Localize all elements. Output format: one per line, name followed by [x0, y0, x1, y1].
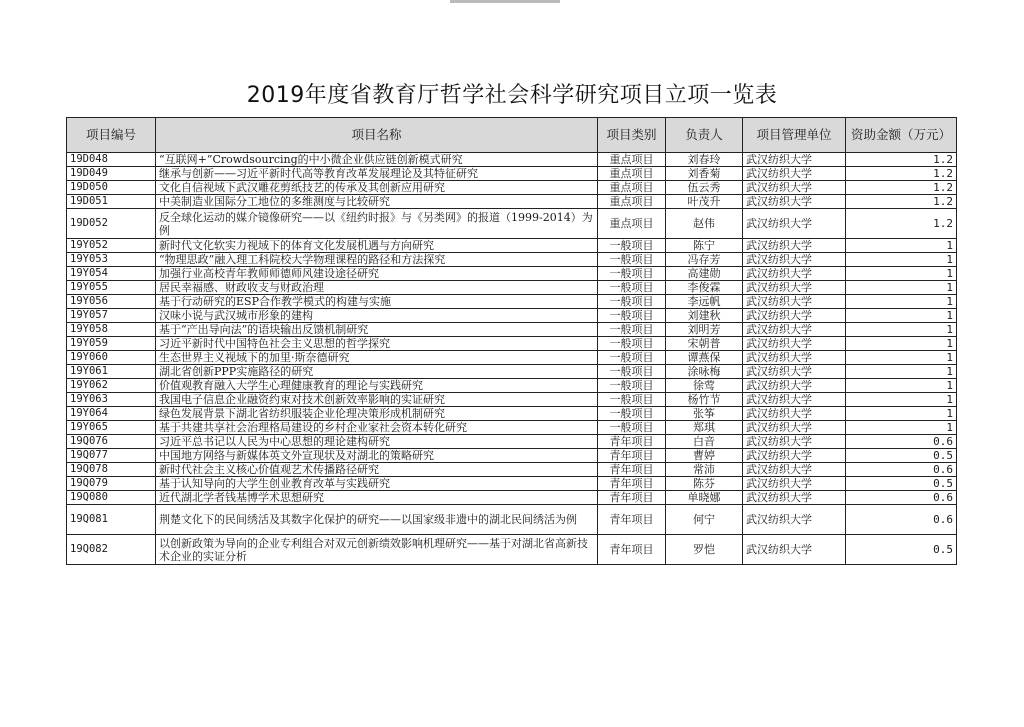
cell-code: 19D048 [67, 153, 156, 167]
cell-unit: 武汉纺织大学 [743, 281, 846, 295]
cell-code: 19Y063 [67, 393, 156, 407]
cell-unit: 武汉纺织大学 [743, 295, 846, 309]
cell-category: 一般项目 [598, 421, 666, 435]
table-header-row [67, 118, 957, 153]
cell-code: 19Y052 [67, 239, 156, 253]
cell-code: 19D050 [67, 181, 156, 195]
cell-leader: 陈宁 [666, 239, 743, 253]
table-row [67, 195, 957, 209]
cell-unit: 武汉纺织大学 [743, 253, 846, 267]
cell-amount: 1 [846, 267, 957, 281]
cell-unit: 武汉纺织大学 [743, 323, 846, 337]
cell-amount: 1 [846, 351, 957, 365]
cell-amount: 1 [846, 421, 957, 435]
cell-category: 一般项目 [598, 281, 666, 295]
table-row [67, 351, 957, 365]
cell-name: 价值观教育融入大学生心理健康教育的理论与实践研究 [156, 379, 598, 393]
cell-name: 以创新政策为导向的企业专利组合对双元创新绩效影响机理研究——基于对湖北省高新技术企业的实证分析 [156, 535, 598, 565]
table-row [67, 239, 957, 253]
cell-leader: 刘建秋 [666, 309, 743, 323]
cell-code: 19Y064 [67, 407, 156, 421]
table-row [67, 295, 957, 309]
cell-leader: 常沛 [666, 463, 743, 477]
cell-unit: 武汉纺织大学 [743, 239, 846, 253]
cell-leader: 冯存芳 [666, 253, 743, 267]
header-name: 项目名称 [156, 118, 598, 153]
cell-name: 习近平新时代中国特色社会主义思想的哲学探究 [156, 337, 598, 351]
cell-amount: 0.6 [846, 505, 957, 535]
cell-category: 青年项目 [598, 505, 666, 535]
cell-category: 一般项目 [598, 309, 666, 323]
table-row [67, 435, 957, 449]
cell-name: 新时代文化软实力视域下的体育文化发展机遇与方向研究 [156, 239, 598, 253]
cell-name: 生态世界主义视域下的加里·斯奈德研究 [156, 351, 598, 365]
table-row [67, 209, 957, 239]
cell-code: 19Y059 [67, 337, 156, 351]
table-row [67, 421, 957, 435]
cell-category: 重点项目 [598, 167, 666, 181]
cell-category: 一般项目 [598, 239, 666, 253]
cell-category: 重点项目 [598, 209, 666, 239]
cell-code: 19Q077 [67, 449, 156, 463]
page-title: 2019年度省教育厅哲学社会科学研究项目立项一览表 [246, 83, 778, 108]
cell-category: 一般项目 [598, 295, 666, 309]
cell-leader: 徐莺 [666, 379, 743, 393]
cell-name: 居民幸福感、财政收支与财政治理 [156, 281, 598, 295]
cell-leader: 涂咏梅 [666, 365, 743, 379]
cell-code: 19Y061 [67, 365, 156, 379]
cell-leader: 叶茂升 [666, 195, 743, 209]
cell-leader: 单晓娜 [666, 491, 743, 505]
cell-leader: 伍云秀 [666, 181, 743, 195]
cell-code: 19Q080 [67, 491, 156, 505]
cell-amount: 0.5 [846, 449, 957, 463]
cell-code: 19Q081 [67, 505, 156, 535]
cell-name: 文化自信视域下武汉雕花剪纸技艺的传承及其创新应用研究 [156, 181, 598, 195]
table-row [67, 505, 957, 535]
cell-category: 一般项目 [598, 393, 666, 407]
cell-code: 19D052 [67, 209, 156, 239]
cell-code: 19Y053 [67, 253, 156, 267]
cell-category: 重点项目 [598, 153, 666, 167]
cell-amount: 1 [846, 323, 957, 337]
header-amount: 资助金额（万元） [846, 118, 957, 153]
cell-category: 一般项目 [598, 365, 666, 379]
cell-unit: 武汉纺织大学 [743, 407, 846, 421]
cell-category: 重点项目 [598, 195, 666, 209]
cell-leader: 曹婷 [666, 449, 743, 463]
table-row [67, 267, 957, 281]
cell-category: 重点项目 [598, 181, 666, 195]
cell-category: 一般项目 [598, 253, 666, 267]
cell-amount: 1 [846, 281, 957, 295]
cell-unit: 武汉纺织大学 [743, 379, 846, 393]
cell-leader: 罗恺 [666, 535, 743, 565]
cell-name: 习近平总书记以人民为中心思想的理论建构研究 [156, 435, 598, 449]
cell-name: 反全球化运动的媒介镜像研究——以《纽约时报》与《另类网》的报道（1999-2014）为例 [156, 209, 598, 239]
cell-name: 我国电子信息企业融资约束对技术创新效率影响的实证研究 [156, 393, 598, 407]
cell-unit: 武汉纺织大学 [743, 337, 846, 351]
cell-code: 19Q079 [67, 477, 156, 491]
cell-name: 基于行动研究的ESP合作教学模式的构建与实施 [156, 295, 598, 309]
cell-category: 青年项目 [598, 449, 666, 463]
table-row [67, 323, 957, 337]
cell-unit: 武汉纺织大学 [743, 463, 846, 477]
cell-unit: 武汉纺织大学 [743, 365, 846, 379]
cell-name: 近代湖北学者钱基博学术思想研究 [156, 491, 598, 505]
cell-unit: 武汉纺织大学 [743, 267, 846, 281]
cell-unit: 武汉纺织大学 [743, 351, 846, 365]
cell-name: 中国地方网络与新媒体英文外宣现状及对湖北的策略研究 [156, 449, 598, 463]
cell-amount: 0.6 [846, 435, 957, 449]
cell-unit: 武汉纺织大学 [743, 209, 846, 239]
cell-leader: 刘春玲 [666, 153, 743, 167]
cell-unit: 武汉纺织大学 [743, 167, 846, 181]
table-body [67, 153, 957, 565]
cell-code: 19Y055 [67, 281, 156, 295]
cell-unit: 武汉纺织大学 [743, 435, 846, 449]
cell-name: “物理思政”融入理工科院校大学物理课程的路径和方法探究 [156, 253, 598, 267]
cell-leader: 刘香菊 [666, 167, 743, 181]
cell-code: 19Y056 [67, 295, 156, 309]
cell-leader: 高建勋 [666, 267, 743, 281]
cell-unit: 武汉纺织大学 [743, 153, 846, 167]
cell-leader: 杨竹节 [666, 393, 743, 407]
header-category: 项目类别 [598, 118, 666, 153]
cell-leader: 宋朝普 [666, 337, 743, 351]
cell-amount: 1.2 [846, 153, 957, 167]
table-row [67, 181, 957, 195]
table-row [67, 407, 957, 421]
cell-unit: 武汉纺织大学 [743, 491, 846, 505]
cell-unit: 武汉纺织大学 [743, 449, 846, 463]
cell-leader: 何宁 [666, 505, 743, 535]
cell-amount: 1.2 [846, 195, 957, 209]
cell-name: “互联网+”Crowdsourcing的中小微企业供应链创新模式研究 [156, 153, 598, 167]
project-table [66, 117, 957, 565]
cell-category: 青年项目 [598, 463, 666, 477]
cell-code: 19D051 [67, 195, 156, 209]
cell-code: 19Q076 [67, 435, 156, 449]
cell-amount: 1 [846, 337, 957, 351]
cell-code: 19Q078 [67, 463, 156, 477]
cell-amount: 0.6 [846, 491, 957, 505]
cell-code: 19Y058 [67, 323, 156, 337]
cell-code: 19Y057 [67, 309, 156, 323]
table-row [67, 365, 957, 379]
cell-category: 青年项目 [598, 491, 666, 505]
cell-amount: 0.6 [846, 463, 957, 477]
cell-name: 继承与创新——习近平新时代高等教育改革发展理论及其特征研究 [156, 167, 598, 181]
table-row [67, 281, 957, 295]
cell-unit: 武汉纺织大学 [743, 535, 846, 565]
cell-leader: 郑琪 [666, 421, 743, 435]
cell-amount: 1 [846, 407, 957, 421]
cell-code: 19D049 [67, 167, 156, 181]
cell-leader: 陈芬 [666, 477, 743, 491]
cell-name: 基于“产出导向法”的语块输出反馈机制研究 [156, 323, 598, 337]
cell-category: 一般项目 [598, 267, 666, 281]
header-leader: 负责人 [666, 118, 743, 153]
cell-code: 19Q082 [67, 535, 156, 565]
cell-unit: 武汉纺织大学 [743, 181, 846, 195]
cell-category: 一般项目 [598, 407, 666, 421]
cell-category: 一般项目 [598, 337, 666, 351]
cell-name: 绿色发展背景下湖北省纺织服装企业伦理决策形成机制研究 [156, 407, 598, 421]
cell-unit: 武汉纺织大学 [743, 195, 846, 209]
cell-leader: 李远帆 [666, 295, 743, 309]
cell-amount: 0.5 [846, 477, 957, 491]
cell-unit: 武汉纺织大学 [743, 309, 846, 323]
cell-amount: 1 [846, 365, 957, 379]
cell-category: 一般项目 [598, 351, 666, 365]
cell-amount: 1.2 [846, 167, 957, 181]
cell-name: 加强行业高校青年教师师德师风建设途径研究 [156, 267, 598, 281]
cell-category: 青年项目 [598, 435, 666, 449]
cell-category: 一般项目 [598, 323, 666, 337]
cell-unit: 武汉纺织大学 [743, 393, 846, 407]
table-row [67, 309, 957, 323]
cell-leader: 谭燕保 [666, 351, 743, 365]
cell-amount: 0.5 [846, 535, 957, 565]
cell-code: 19Y054 [67, 267, 156, 281]
cell-amount: 1.2 [846, 209, 957, 239]
cell-name: 荆楚文化下的民间绣活及其数字化保护的研究——以国家级非遗中的湖北民间绣活为例 [156, 505, 598, 535]
cell-code: 19Y062 [67, 379, 156, 393]
cell-category: 青年项目 [598, 535, 666, 565]
header-code: 项目编号 [67, 118, 156, 153]
cell-amount: 1 [846, 253, 957, 267]
cell-name: 基于共建共享社会治理格局建设的乡村企业家社会资本转化研究 [156, 421, 598, 435]
cell-name: 湖北省创新PPP实施路径的研究 [156, 365, 598, 379]
header-unit: 项目管理单位 [743, 118, 846, 153]
table-row [67, 337, 957, 351]
table-row [67, 535, 957, 565]
cell-leader: 李俊霖 [666, 281, 743, 295]
cell-leader: 张筝 [666, 407, 743, 421]
cell-amount: 1 [846, 379, 957, 393]
cell-amount: 1 [846, 295, 957, 309]
cell-leader: 赵伟 [666, 209, 743, 239]
table-row [67, 153, 957, 167]
cell-unit: 武汉纺织大学 [743, 477, 846, 491]
cell-name: 中美制造业国际分工地位的多维测度与比较研究 [156, 195, 598, 209]
table-row [67, 167, 957, 181]
table-row [67, 379, 957, 393]
cell-leader: 刘明芳 [666, 323, 743, 337]
cell-unit: 武汉纺织大学 [743, 421, 846, 435]
table-row [67, 477, 957, 491]
cell-amount: 1.2 [846, 181, 957, 195]
table-row [67, 253, 957, 267]
cell-amount: 1 [846, 239, 957, 253]
cell-code: 19Y060 [67, 351, 156, 365]
table-row [67, 463, 957, 477]
table-row [67, 393, 957, 407]
cell-unit: 武汉纺织大学 [743, 505, 846, 535]
cell-amount: 1 [846, 309, 957, 323]
cell-name: 新时代社会主义核心价值观艺术传播路径研究 [156, 463, 598, 477]
cell-code: 19Y065 [67, 421, 156, 435]
cell-leader: 白音 [666, 435, 743, 449]
cell-name: 基于认知导向的大学生创业教育改革与实践研究 [156, 477, 598, 491]
cell-category: 青年项目 [598, 477, 666, 491]
cell-category: 一般项目 [598, 379, 666, 393]
scan-edge-mark [450, 0, 560, 3]
cell-amount: 1 [846, 393, 957, 407]
table-row [67, 491, 957, 505]
cell-name: 汉味小说与武汉城市形象的建构 [156, 309, 598, 323]
table-row [67, 449, 957, 463]
